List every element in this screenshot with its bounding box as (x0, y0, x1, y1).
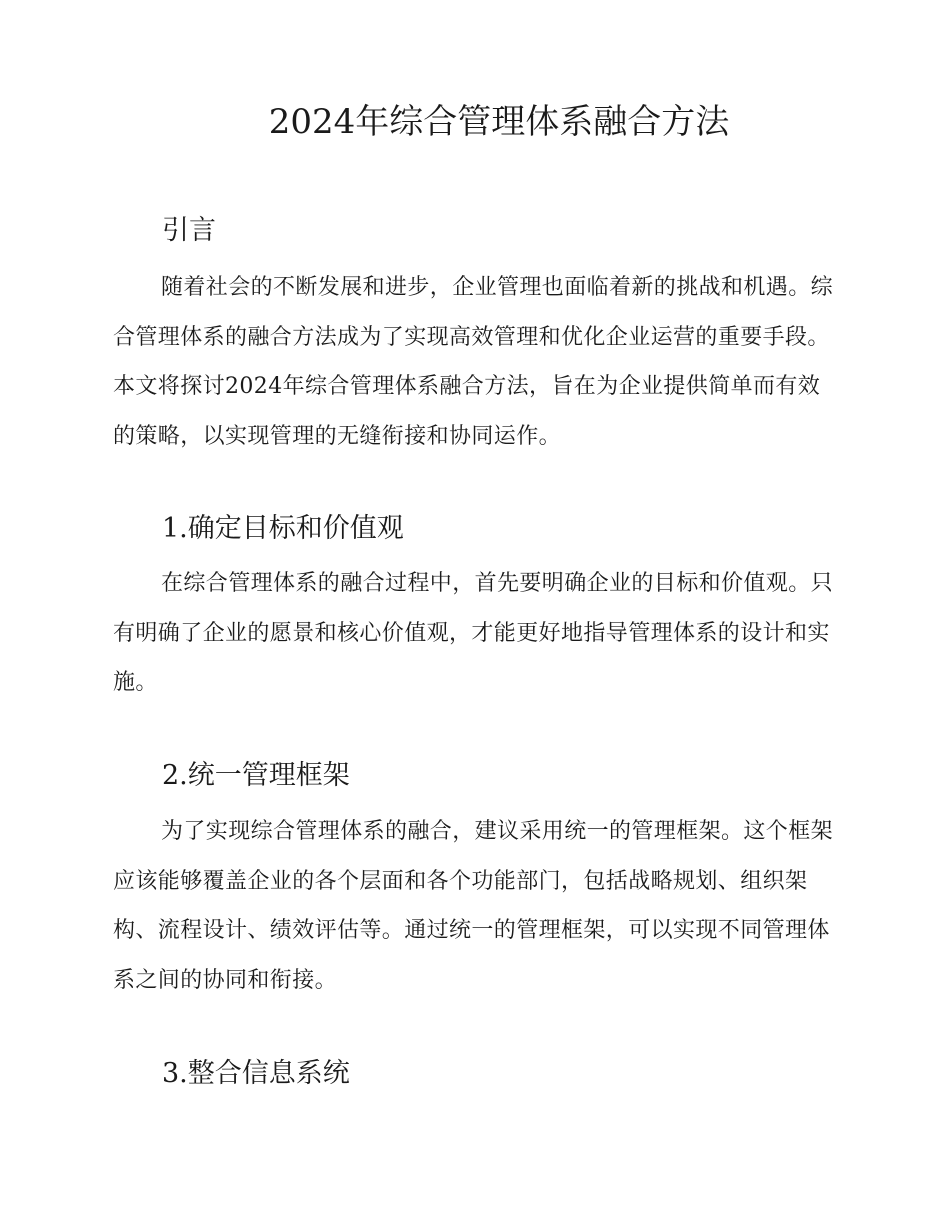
section-heading-unified-framework: 2.统一管理框架 (162, 760, 350, 791)
section-heading-information-systems: 3.整合信息系统 (162, 1058, 350, 1089)
section-body-unified-framework: 为了实现综合管理体系的融合，建议采用统一的管理框架。这个框架应该能够覆盖企业的各个层面和各个功能部门，包括战略规划、组织架构、流程设计、绩效评估等。通过统一的管理框架，可以实现不同管理体系之间的协同和衔接。 (113, 819, 834, 993)
section-body-introduction: 随着社会的不断发展和进步，企业管理也面临着新的挑战和机遇。综合管理体系的融合方法成为了实现高效管理和优化企业运营的重要手段。本文将探讨2024年综合管理体系融合方法，旨在为企业提供简单而有效的策略，以实现管理的无缝衔接和协同运作。 (113, 275, 834, 449)
section-heading-introduction: 引言 (162, 215, 216, 246)
section-body-goals-values: 在综合管理体系的融合过程中，首先要明确企业的目标和价值观。只有明确了企业的愿景和核心价值观，才能更好地指导管理体系的设计和实施。 (113, 571, 834, 695)
document-title: 2024年综合管理体系融合方法 (268, 102, 730, 142)
section-heading-goals-values: 1.确定目标和价值观 (162, 513, 404, 544)
